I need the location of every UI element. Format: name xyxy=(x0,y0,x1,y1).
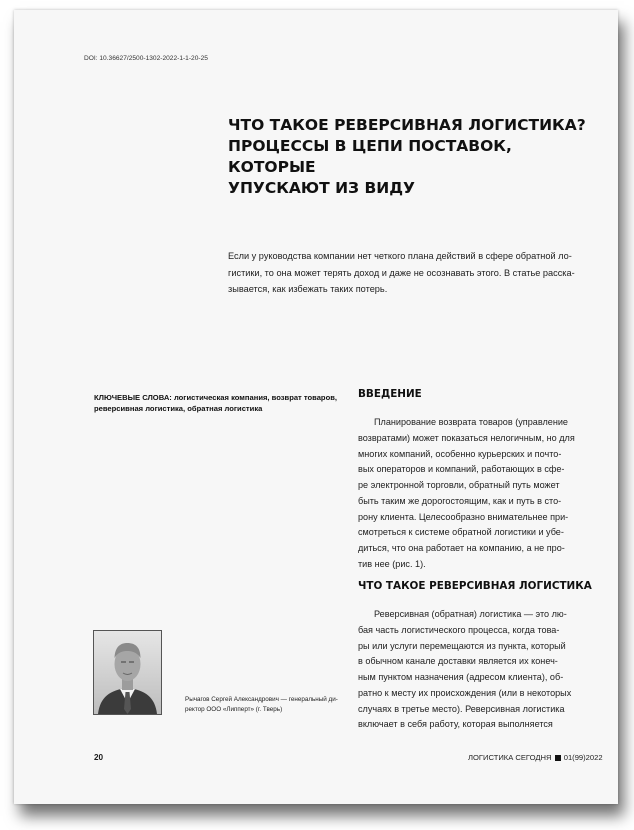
paragraph-line: включает в себя работу, которая выполняется xyxy=(358,719,553,730)
paragraph-line: тив нее (рис. 1). xyxy=(358,558,426,569)
title-line: ЧТО ТАКОЕ РЕВЕРСИВНАЯ ЛОГИСТИКА? xyxy=(228,116,586,134)
section-heading-reverse-logistics: ЧТО ТАКОЕ РЕВЕРСИВНАЯ ЛОГИСТИКА xyxy=(358,580,592,592)
title-line: ПРОЦЕССЫ В ЦЕПИ ПОСТАВОК, КОТОРЫЕ xyxy=(228,137,512,176)
paragraph-line: в обычном канале доставки является их конеч- xyxy=(358,656,558,667)
keywords-line: КЛЮЧЕВЫЕ СЛОВА: логистическая компания, возврат товаров, xyxy=(94,393,337,402)
keywords-line: реверсивная логистика, обратная логистика xyxy=(94,403,263,413)
author-caption xyxy=(185,695,345,714)
author-portrait-icon xyxy=(94,631,161,714)
section-heading-introduction: ВВЕДЕНИЕ xyxy=(358,388,422,400)
paragraph-line: ным пунктом назначения (адресом клиента), об- xyxy=(358,672,564,682)
journal-name: ЛОГИСТИКА СЕГОДНЯ xyxy=(468,753,552,762)
abstract xyxy=(228,248,598,298)
paragraph-line: диться, что она работает на компанию, а не про- xyxy=(358,543,565,553)
author-photo xyxy=(93,630,162,715)
page-number: 20 xyxy=(94,753,104,762)
paragraph-line: Планирование возврата товаров (управление xyxy=(374,417,568,427)
reverse-logistics-paragraph xyxy=(358,607,608,733)
introduction-paragraph xyxy=(358,415,608,573)
issue-number: 01(99)2022 xyxy=(563,753,603,762)
paragraph-line: случаях в третье место). Реверсивная логистика xyxy=(358,703,565,714)
paragraph-line: ры или услуги перемещаются из пункта, который xyxy=(358,640,566,651)
paragraph-line: ре электронной торговли, обратный путь может xyxy=(358,480,560,490)
paragraph-line: возвратами) может показаться нелогичным, но для xyxy=(358,432,575,443)
title-line: УПУСКАЮТ ИЗ ВИДУ xyxy=(228,179,415,197)
running-footer xyxy=(468,753,603,762)
paragraph-line: быть таким же дорогостоящим, как и путь в сто- xyxy=(358,495,562,506)
abstract-line: Если у руководства компании нет четкого плана действий в сфере обратной ло- xyxy=(228,251,572,261)
paragraph-line: бая часть логистического процесса, когда това- xyxy=(358,624,560,635)
keywords xyxy=(94,393,344,415)
paragraph-line: многих компаний, особенно курьерских и почто- xyxy=(358,448,562,459)
paragraph-line: смотреться к системе обратной логистики и убе- xyxy=(358,527,564,538)
abstract-line: гистики, то она может терять доход и даже не осознавать этого. В статье расска- xyxy=(228,267,575,278)
author-caption-line: ректор ООО «Липперт» (г. Тверь) xyxy=(185,705,283,713)
article-title xyxy=(228,115,588,199)
abstract-line: зывается, как избежать таких потерь. xyxy=(228,284,388,295)
paragraph-line: Реверсивная (обратная) логистика — это лю- xyxy=(374,609,567,619)
paragraph-line: вых операторов и компаний, работающих в сфе- xyxy=(358,464,565,475)
author-caption-line: Рычагов Сергей Александрович — генеральный ди- xyxy=(185,696,338,703)
journal-page xyxy=(14,10,618,804)
paragraph-line: рону клиента. Целесообразно внимательнее при- xyxy=(358,511,569,522)
square-separator-icon xyxy=(555,755,561,761)
paragraph-line: ратно к месту их происхождения (или в некоторых xyxy=(358,687,572,698)
doi-line: DOI: 10.36627/2500-1302-2022-1-1-20-25 xyxy=(84,55,208,62)
